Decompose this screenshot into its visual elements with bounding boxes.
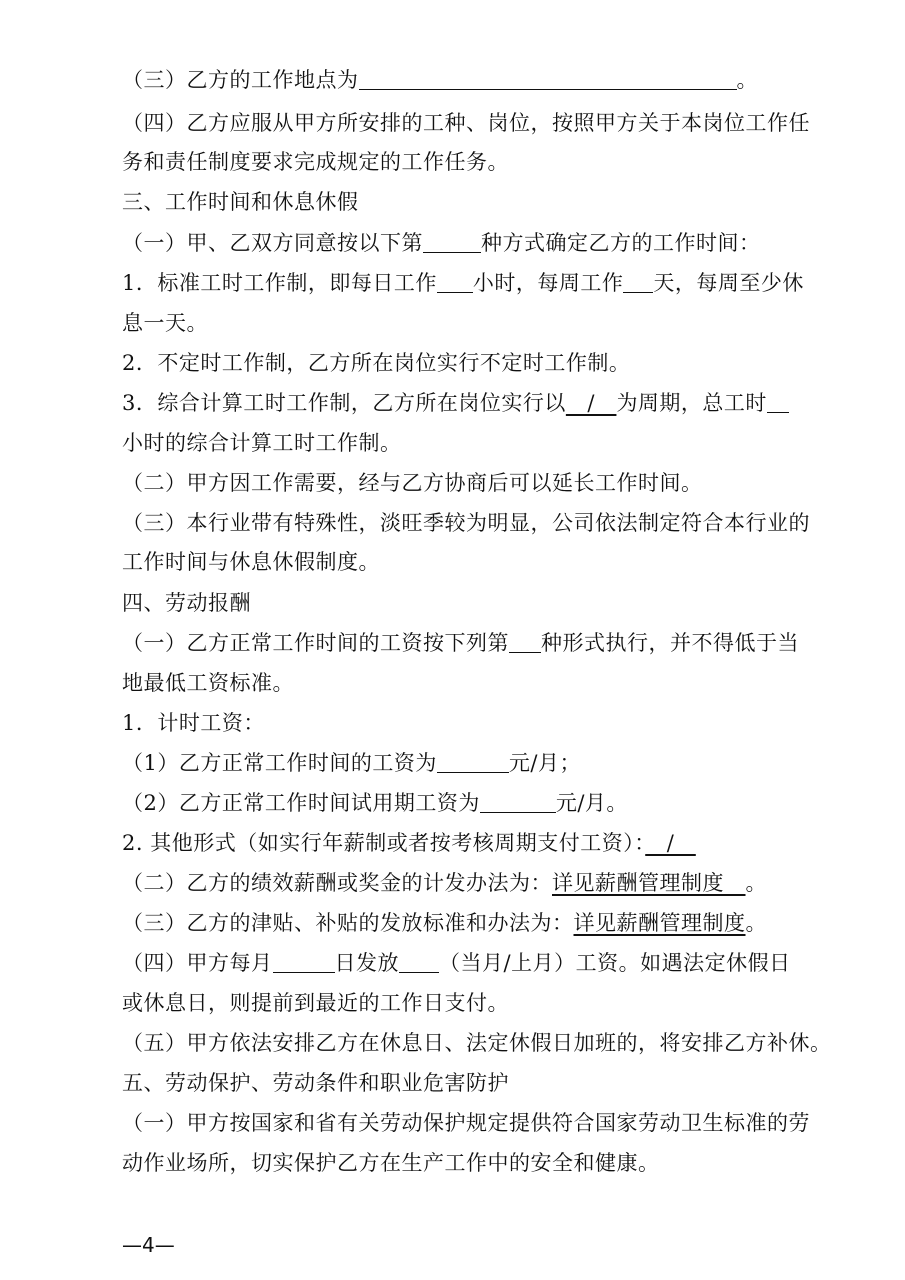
blank-work-location[interactable] xyxy=(359,69,737,90)
clause-pay-date-cont: 或休息日，则提前到最近的工作日支付。 xyxy=(122,991,509,1015)
fill-other-forms[interactable]: / xyxy=(645,831,696,855)
clause-hourly-wage: 1．计时工资： xyxy=(122,711,265,735)
clause-comprehensive-hours-cont: 小时的综合计算工时工作制。 xyxy=(122,431,402,455)
fill-period[interactable]: / xyxy=(565,391,617,415)
clause-wage-form-cont: 地最低工资标准。 xyxy=(122,671,294,695)
clause-job-assignment-cont: 务和责任制度要求完成规定的工作任务。 xyxy=(122,150,509,174)
clause-work-location: （三）乙方的工作地点为 。 xyxy=(122,68,758,92)
clause-normal-wage: （1）乙方正常工作时间的工资为 元/月； xyxy=(122,751,581,775)
section-heading-working-hours: 三、工作时间和休息休假 xyxy=(122,190,359,214)
clause-probation-wage: （2）乙方正常工作时间试用期工资为 元/月。 xyxy=(122,791,628,815)
blank-pay-month[interactable] xyxy=(399,952,439,973)
blank-daily-hours[interactable] xyxy=(437,272,473,293)
fill-performance-pay[interactable]: 详见薪酬管理制度 xyxy=(552,871,746,895)
blank-wage-form-number[interactable] xyxy=(509,632,541,653)
clause-seasonal-cont: 工作时间与休息休假制度。 xyxy=(122,550,380,574)
blank-normal-wage[interactable] xyxy=(437,752,509,773)
blank-pay-day[interactable] xyxy=(273,952,335,973)
blank-method-number[interactable] xyxy=(423,232,481,253)
clause-overtime: （二）甲方因工作需要，经与乙方协商后可以延长工作时间。 xyxy=(122,471,703,495)
clause-flexible-hours: 2．不定时工作制，乙方所在岗位实行不定时工作制。 xyxy=(122,351,631,375)
clause-workplace-standards-cont: 动作业场所，切实保护乙方在生产工作中的安全和健康。 xyxy=(122,1151,660,1175)
clause-working-hours-method: （一）甲、乙双方同意按以下第 种方式确定乙方的工作时间： xyxy=(122,231,761,255)
clause-other-forms: 2. 其他形式（如实行年薪制或者按考核周期支付工资）： / xyxy=(122,831,696,855)
page-number: —4— xyxy=(122,1233,175,1257)
section-heading-labor-protection: 五、劳动保护、劳动条件和职业危害防护 xyxy=(122,1071,509,1095)
clause-compensatory-leave: （五）甲方依法安排乙方在休息日、法定休假日加班的，将安排乙方补休。 xyxy=(122,1031,832,1055)
clause-pay-date: （四）甲方每月 日发放 （当月/上月）工资。如遇法定休假日 xyxy=(122,951,791,975)
clause-job-assignment: （四）乙方应服从甲方所安排的工种、岗位，按照甲方关于本岗位工作任 xyxy=(122,111,810,135)
clause-comprehensive-hours: 3．综合计算工时工作制，乙方所在岗位实行以 / 为周期，总工时 xyxy=(122,389,789,417)
section-heading-remuneration: 四、劳动报酬 xyxy=(122,591,251,615)
blank-total-hours[interactable] xyxy=(767,392,789,413)
clause-seasonal: （三）本行业带有特殊性，淡旺季较为明显，公司依法制定符合本行业的 xyxy=(122,511,810,535)
blank-probation-wage[interactable] xyxy=(480,792,556,813)
clause-performance-pay: （二）乙方的绩效薪酬或奖金的计发办法为：详见薪酬管理制度 。 xyxy=(122,871,767,895)
fill-allowances[interactable]: 详见薪酬管理制度 xyxy=(573,911,746,935)
clause-allowances: （三）乙方的津贴、补贴的发放标准和办法为：详见薪酬管理制度。 xyxy=(122,911,767,935)
blank-weekly-days[interactable] xyxy=(623,272,653,293)
clause-standard-hours-cont: 息一天。 xyxy=(122,311,208,335)
clause-wage-form: （一）乙方正常工作时间的工资按下列第 种形式执行，并不得低于当 xyxy=(122,631,799,655)
clause-standard-hours: 1．标准工时工作制，即每日工作 小时，每周工作 天，每周至少休 xyxy=(122,271,804,295)
clause-workplace-standards: （一）甲方按国家和省有关劳动保护规定提供符合国家劳动卫生标准的劳 xyxy=(122,1111,810,1135)
